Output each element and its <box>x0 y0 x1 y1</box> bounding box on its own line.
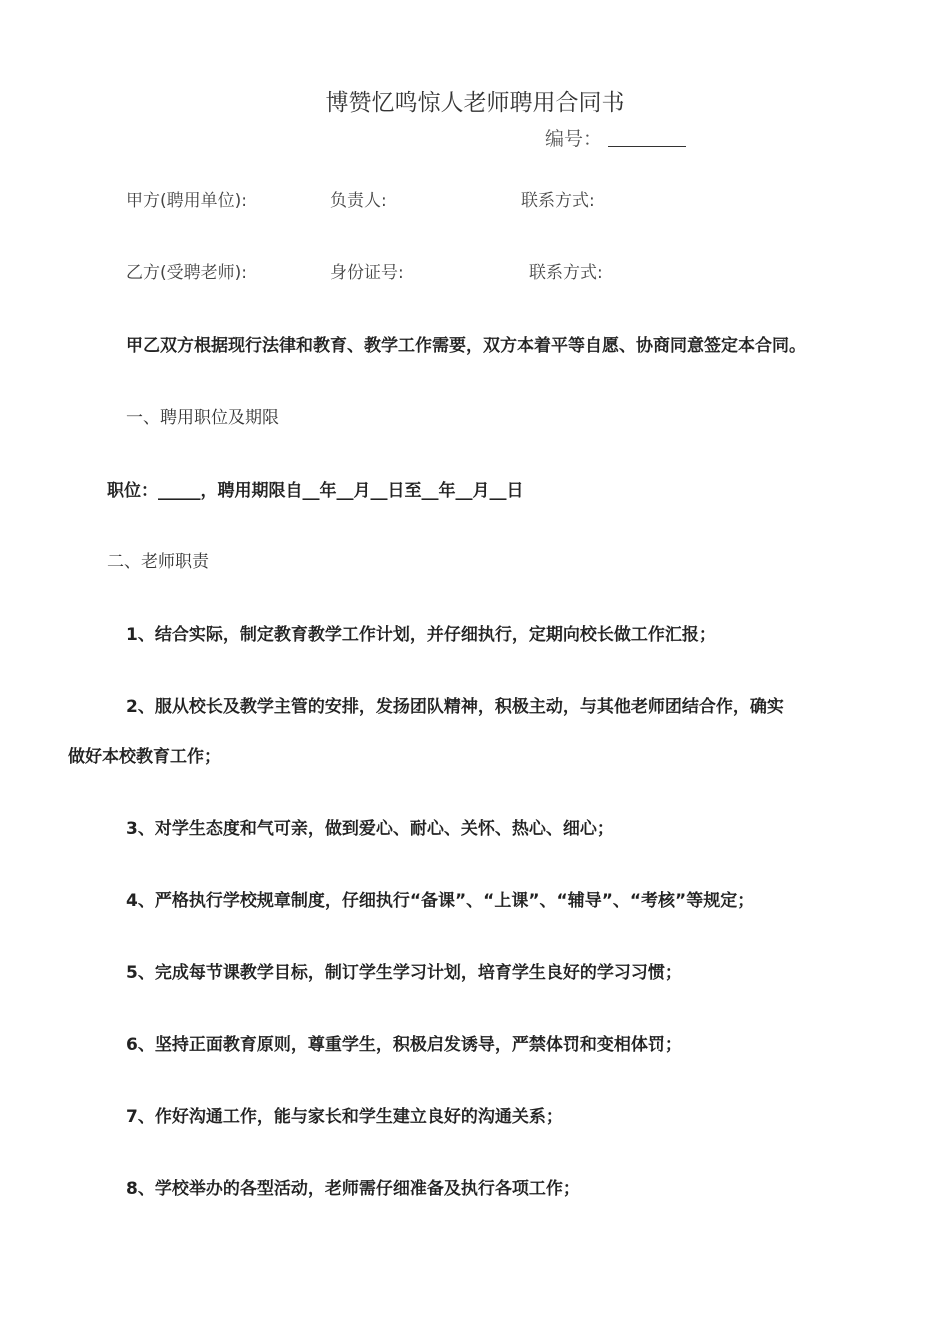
party-a-label: 甲方(聘用单位): <box>126 191 247 211</box>
duty-item-4: 4、严格执行学校规章制度，仔细执行“备课”、“上课”、“辅导”、“考核”等规定； <box>126 891 755 911</box>
doc-number-label: 编号： <box>545 128 603 150</box>
party-b-label: 乙方(受聘老师): <box>126 263 247 283</box>
party-b-contact-label: 联系方式: <box>529 263 603 283</box>
section2-heading: 二、老师职责 <box>107 552 209 572</box>
document-title: 博赞忆鸣惊人老师聘用合同书 <box>325 90 625 116</box>
duty-item-5: 5、完成每节课教学目标，制订学生学习计划，培育学生良好的学习习惯； <box>126 963 682 983</box>
duty-item-6: 6、坚持正面教育原则，尊重学生，积极启发诱导，严禁体罚和变相体罚； <box>126 1035 682 1055</box>
party-b-id-label: 身份证号: <box>330 263 404 283</box>
doc-number-blank <box>608 128 686 147</box>
intro-paragraph: 甲乙双方根据现行法律和教育、教学工作需要，双方本着平等自愿、协商同意签定本合同。 <box>126 336 806 356</box>
duty-item-2-continued: 做好本校教育工作； <box>68 747 221 767</box>
party-a-contact-label: 联系方式: <box>521 191 595 211</box>
position-line: 职位：_____，聘用期限自__年__月__日至__年__月__日 <box>107 481 524 501</box>
party-a-person-label: 负责人: <box>330 191 387 211</box>
doc-number <box>545 124 686 151</box>
section1-heading: 一、聘用职位及期限 <box>126 408 279 428</box>
duty-item-8: 8、学校举办的各型活动，老师需仔细准备及执行各项工作； <box>126 1179 580 1199</box>
duty-item-7: 7、作好沟通工作，能与家长和学生建立良好的沟通关系； <box>126 1107 563 1127</box>
duty-item-3: 3、对学生态度和气可亲，做到爱心、耐心、关怀、热心、细心； <box>126 819 614 839</box>
duty-item-2: 2、服从校长及教学主管的安排，发扬团队精神，积极主动，与其他老师团结合作，确实 <box>126 697 784 717</box>
duty-item-1: 1、结合实际，制定教育教学工作计划，并仔细执行，定期向校长做工作汇报； <box>126 625 716 645</box>
